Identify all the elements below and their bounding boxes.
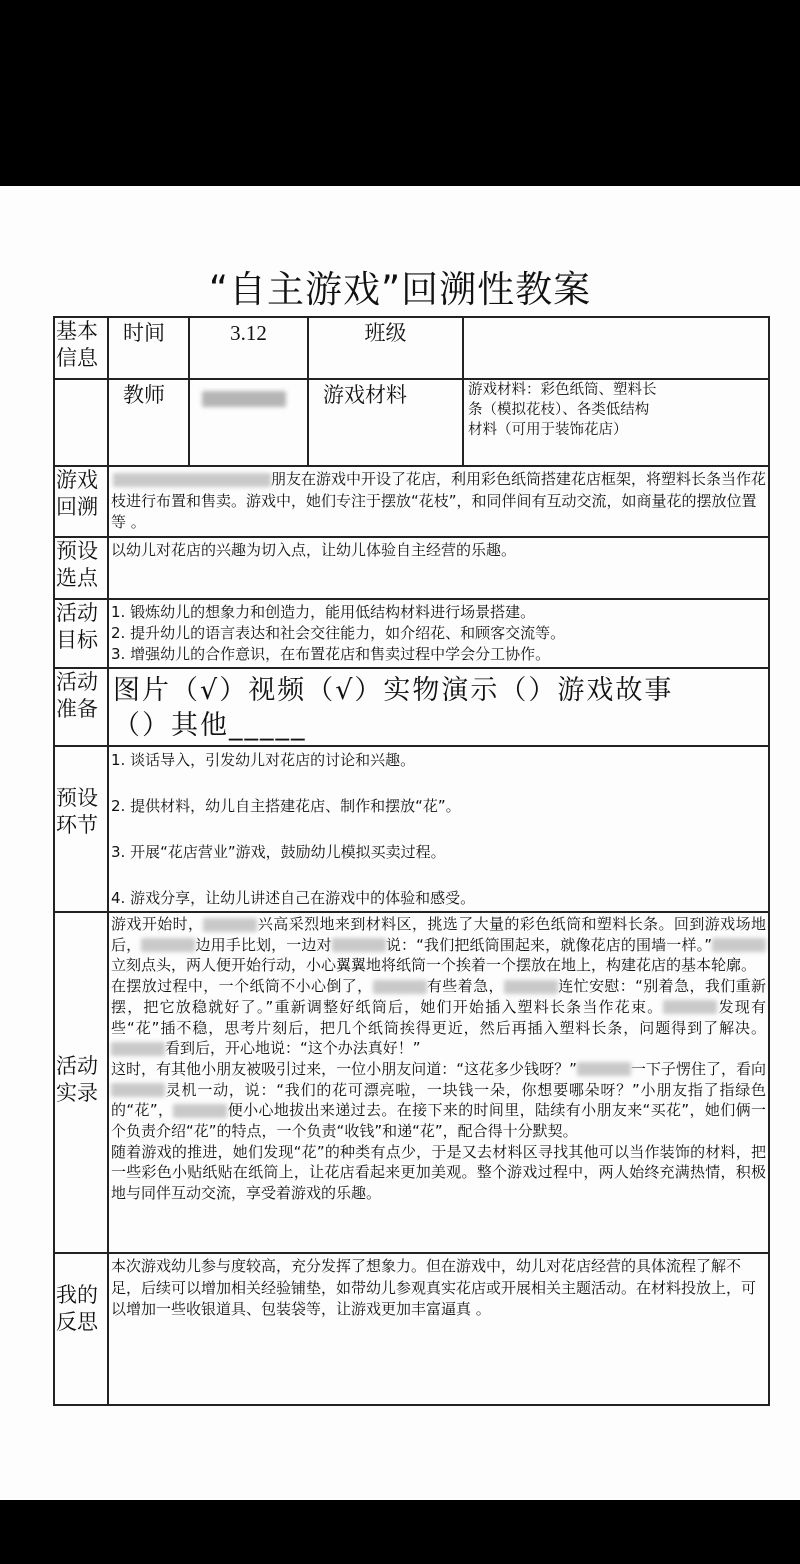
redacted-text (373, 980, 427, 994)
redacted-text (332, 938, 386, 952)
goals-label: 活动目标 (56, 601, 98, 652)
preset-point-label-cell (55, 538, 109, 600)
step-item: 3. 开展“花店营业”游戏，鼓励幼儿模拟买卖过程。 (111, 843, 446, 861)
record-label-cell (55, 913, 109, 1254)
basic-info-label-cell (55, 318, 109, 380)
lesson-plan-table (53, 316, 770, 1406)
goal-item: 1. 锻炼幼儿的想象力和创造力，能用低结构材料进行场景搭建。 (111, 603, 536, 621)
reflection-label: 我的反思 (56, 1283, 98, 1334)
materials-label: 游戏材料 (323, 383, 407, 407)
time-value-cell (190, 318, 309, 380)
prep-options-line-1: 图片（√）视频（√）实物演示（）游戏故事 (113, 675, 674, 706)
bottom-black-bar (0, 1500, 800, 1564)
redacted-text (577, 1062, 631, 1076)
materials-value-cell (464, 380, 768, 467)
goal-item: 3. 增强幼儿的合作意识，在布置花店和售卖过程中学会分工协作。 (111, 645, 551, 663)
time-label-cell (109, 318, 190, 380)
teacher-value-cell (190, 380, 309, 467)
teacher-label: 教师 (123, 383, 165, 407)
teacher-label-cell (109, 380, 190, 467)
reflection-text: 本次游戏幼儿参与度较高，充分发挥了想象力。但在游戏中，幼儿对花店经营的具体流程了解不足，后续可以增加相关经验铺垫，如带幼儿参观真实花店或开展相关主题活动。在材料投放上，可以增加一些收银道具、包装袋等，让游戏更加丰富逼真 。 (111, 1257, 757, 1318)
preset-point-text-cell (109, 538, 768, 600)
redacted-text (663, 1000, 717, 1014)
redacted-text (203, 918, 257, 932)
materials-label-cell (309, 380, 464, 467)
step-item: 4. 游戏分享，让幼儿讲述自己在游戏中的体验和感受。 (111, 889, 476, 907)
game-review-text-cell (109, 467, 768, 538)
redacted-text (113, 473, 271, 487)
redacted-text (141, 938, 195, 952)
game-review-text: 朋友在游戏中开设了花店，利用彩色纸筒搭建花店框架，将塑料长条当作花枝进行布置和售卖。游戏中，她们专注于摆放“花枝”，和同伴间有互动交流，如商量花的摆放位置等 。 (111, 470, 767, 531)
time-label: 时间 (123, 321, 165, 345)
materials-value: 游戏材料：彩色纸筒、塑料长条（模拟花枝）、各类低结构材料（可用于装饰花店） (468, 382, 657, 438)
redacted-text (111, 1042, 165, 1056)
goals-label-cell (55, 600, 109, 669)
steps-label-cell (55, 747, 109, 913)
record-paragraph: 随着游戏的推进，她们发现“花”的种类有点少，于是又去材料区寻找其他可以当作装饰的材料，把一些彩色小贴纸贴在纸筒上，让花店看起来更加美观。整个游戏过程中，两人始终充满热情，积极地与同伴互动交流，享受着游戏的乐趣。 (111, 1142, 766, 1203)
preset-point-label: 预设选点 (56, 539, 98, 590)
redacted-text (712, 938, 766, 952)
record-paragraph: 这时，有其他小朋友被吸引过来，一位小朋友问道：“这花多少钱呀？” 一下子愣住了，看向灵机一动，说：“我们的花可漂亮啦，一块钱一朵，你想要哪朵呀？”小朋友指了指绿色的“花”， 便小心地拔出来递过去。在接下来的时间里，陆续有小朋友来“买花”，她们俩一个负责介绍“花”的特点，一个负责“收钱”和递“花”，配合得十分默契。 (111, 1059, 767, 1141)
prep-options-line-2: （）其他_____ (113, 710, 307, 741)
step-item: 2. 提供材料，幼儿自主搭建花店、制作和摆放“花”。 (111, 797, 461, 815)
teacher-name-redacted (202, 391, 286, 407)
class-label-cell (309, 318, 464, 380)
redacted-text (111, 1083, 165, 1097)
reflection-label-cell (55, 1254, 109, 1404)
basic-info-label: 基本信息 (56, 319, 98, 370)
record-paragraph: 游戏开始时， 兴高采烈地来到材料区，挑选了大量的彩色纸筒和塑料长条。回到游戏场地后， 边用手比划，一边对 说：“我们把纸筒围起来，就像花店的围墙一样。”立刻点头，两人便开始行动，小心翼翼地将纸筒一个挨着一个摆放在地上，构建花店的基本轮廓。 (111, 915, 766, 975)
prep-options-cell (109, 669, 768, 747)
preset-point-text: 以幼儿对花店的兴趣为切入点，让幼儿体验自主经营的乐趣。 (111, 541, 517, 559)
game-review-label: 游戏回溯 (56, 468, 98, 519)
document-title: “自主游戏”回溯性教案 (208, 268, 592, 311)
class-value-cell (464, 318, 768, 380)
top-black-bar (0, 0, 800, 186)
basic-info-empty-cell (55, 380, 109, 467)
steps-label: 预设环节 (56, 786, 98, 837)
steps-list-cell (109, 747, 768, 913)
goals-list-cell (109, 600, 768, 669)
record-text-cell (109, 913, 768, 1254)
prep-label: 活动准备 (56, 670, 98, 721)
redacted-text (504, 980, 558, 994)
time-value: 3.12 (230, 321, 267, 345)
record-paragraph: 在摆放过程中，一个纸筒不小心倒了， 有些着急， 连忙安慰：“别着急，我们重新摆，把它放稳就好了。”重新调整好纸筒后，她们开始插入塑料长条当作花束。 发现有些“花”插不稳，思考片刻后，把几个纸筒挨得更近，然后再插入塑料长条，问题得到了解决。看到后，开心地说：“这个办法真好！” (111, 977, 766, 1058)
step-item: 1. 谈话导入，引发幼儿对花店的讨论和兴趣。 (111, 751, 416, 769)
reflection-text-cell (109, 1254, 768, 1404)
game-review-label-cell (55, 467, 109, 538)
redacted-text (173, 1104, 227, 1118)
class-label: 班级 (364, 321, 407, 345)
goal-item: 2. 提升幼儿的语言表达和社会交往能力，如介绍花、和顾客交流等。 (111, 624, 566, 642)
prep-label-cell (55, 669, 109, 747)
record-label: 活动实录 (56, 1054, 98, 1105)
